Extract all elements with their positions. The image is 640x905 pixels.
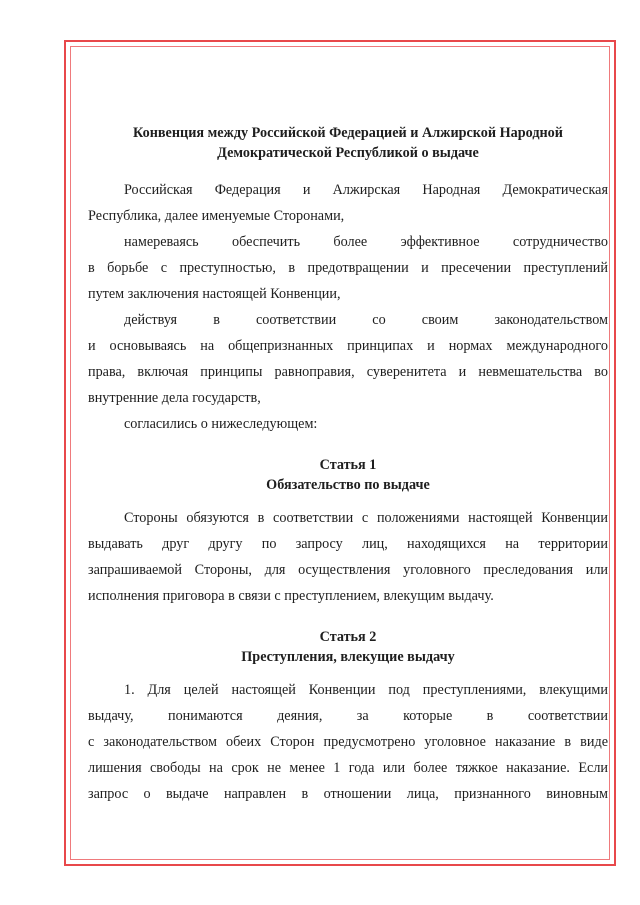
article-1-number: Статья 1	[319, 457, 377, 473]
article-2-heading	[88, 627, 608, 667]
article-2-title: Преступления, влекущие выдачу	[241, 649, 455, 665]
preamble-line: права, включая принципы равноправия, суверенитета и невмешательства во	[88, 364, 608, 380]
article-line: лишения свободы на срок не менее 1 года или более тяжкое наказание. Если	[88, 760, 608, 776]
article-2-number: Статья 2	[319, 629, 377, 645]
preamble-line: и основываясь на общепризнанных принципах и нормах международного	[88, 338, 608, 354]
article-line: 1. Для целей настоящей Конвенции под преступлениями, влекущими	[124, 682, 608, 698]
preamble-line: намереваясь обеспечить более эффективное сотрудничество	[124, 234, 608, 250]
article-line: с законодательством обеих Сторон предусмотрено уголовное наказание в виде	[88, 734, 608, 750]
preamble-line: действуя в соответствии со своим законодательством	[124, 312, 608, 328]
preamble-line: внутренние дела государств,	[88, 390, 261, 406]
article-line: Стороны обязуются в соответствии с положениями настоящей Конвенции	[124, 510, 608, 526]
document-body	[88, 123, 608, 807]
title-line-1: Конвенция между Российской Федерацией и Алжирской Народной	[133, 125, 563, 141]
article-1-title: Обязательство по выдаче	[266, 477, 430, 493]
article-1-text	[88, 505, 608, 609]
article-line: выдачу, понимаются деяния, за которые в соответствии	[88, 708, 608, 724]
preamble-line: Республика, далее именуемые Сторонами,	[88, 208, 345, 224]
article-line: запрос о выдаче направлен в отношении лица, признанного виновным	[88, 786, 608, 802]
preamble-line: в борьбе с преступностью, в предотвращении и пресечении преступлений	[88, 260, 608, 276]
preamble	[88, 177, 608, 437]
preamble-line: Российская Федерация и Алжирская Народная Демократическая	[124, 182, 608, 198]
preamble-line: согласились о нижеследующем:	[124, 416, 318, 432]
article-1-heading	[88, 455, 608, 495]
document-title	[88, 123, 608, 163]
preamble-line: путем заключения настоящей Конвенции,	[88, 286, 341, 302]
article-line: исполнения приговора в связи с преступлением, влекущим выдачу.	[88, 588, 494, 604]
article-line: выдавать друг другу по запросу лиц, находящихся на территории	[88, 536, 608, 552]
title-line-2: Демократической Республикой о выдаче	[217, 145, 479, 161]
article-line: запрашиваемой Стороны, для осуществления уголовного преследования или	[88, 562, 608, 578]
article-2-text	[88, 677, 608, 807]
